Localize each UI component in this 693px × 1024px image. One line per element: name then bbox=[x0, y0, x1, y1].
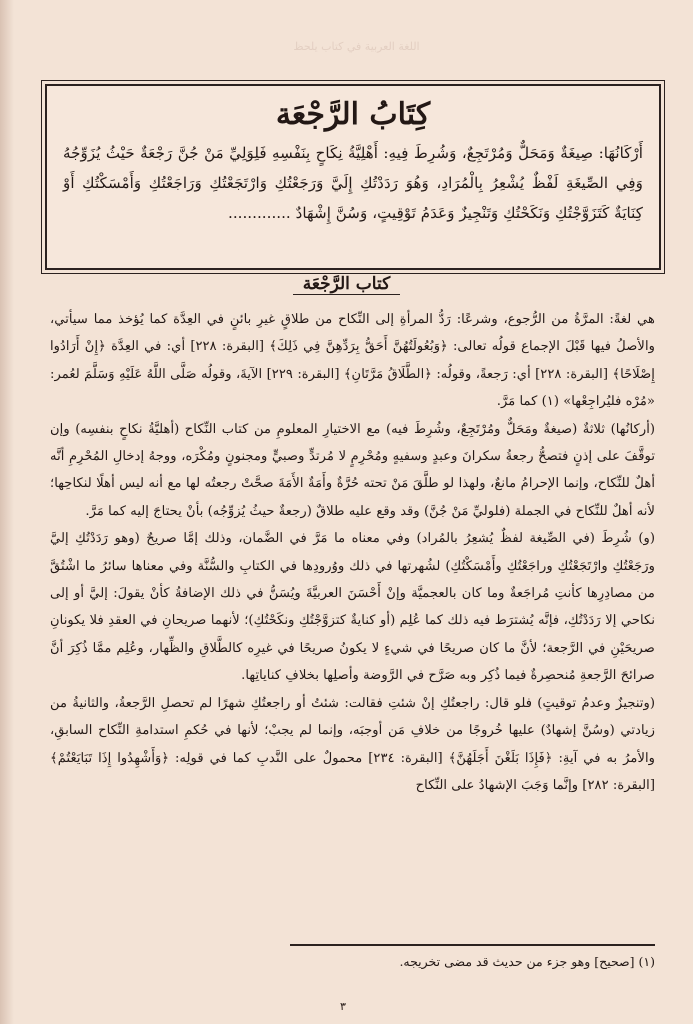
footnote: (١) [صحيح] وهو جزء من حديث قد مضى تخريجه. bbox=[399, 954, 655, 969]
paragraph: (و) شُرِطَ (في الصِّيغة لفظٌ يُشعِرُ بالمُراد) وفي معناه ما مَرَّ في الضَّمان، وذلك إمَّا صريحٌ (وهو رَدَدْتُكِ إليَّ ورَجَعْتُكِ وارْتَجَعْتُكِ وراجَعْتُكِ وأَمْسَكْتُكِ) لشُهرتها في ذلك ووُرودِها في الكتابِ والسُّنَّة وفي معناها سائرُ ما اشْتُقَّ من مصادِرِها كأنتِ مُراجَعةٌ وما كان بالعجميَّة وإنْ أَحْسَنَ العربيَّةَ ويُسَنُّ في ذلك الإضافةُ كأنْ يقولَ: إليَّ أو إلى نكاحي إلا رَدَدْتُكِ، فإنَّه يُشترَط فيه ذلك كما عُلِم (أو كنايةٌ كتزوَّجْتُكِ ونكَحْتُكِ)؛ لأنهما صريحانِ في العقدِ فلا يكونانِ صريحَيْنِ في الرَّجعة؛ لأنَّ ما كان صريحًا في شيءٍ لا يكونُ صريحًا في غيرِه كالطَّلاقِ والظِّهار، وعُلِم ممَّا ذُكِرَ أنَّ صرائحَ الرَّجعةِ مُنحصِرةٌ فيما ذُكِر وبه صَرَّح في الرَّوضة وأصلِها بخلافِ كناياتِها. bbox=[50, 531, 655, 684]
bleed-through-header: اللغة العربية في كتاب يلحظ bbox=[293, 40, 420, 53]
section-heading-text: كتاب الرَّجْعَة bbox=[293, 274, 400, 295]
page-number: ٣ bbox=[340, 1000, 346, 1013]
matn-text: أَرْكَانُهَا: صِيغَةٌ وَمَحَلٌّ وَمُرْتَجِعٌ، وَشُرِطَ فِيهِ: أَهْلِيَّةُ نِكَاحٍ بِنَفْسِهِ فَلِوَلِيِّ مَنْ جُنَّ رَجْعَةٌ حَيْثُ يُزَوِّجُهُ وَفِي الصِّيغَةِ لَفْظٌ يُشْعِرُ بِالْمُرَادِ، وَهُوَ رَدَدْتُكِ إِلَيَّ وَرَجَعْتُكِ وَارْتَجَعْتُكِ وَرَاجَعْتُكِ وَأَمْسَكْتُكِ أَوْ كِنَايَةٌ كَتَزَوَّجْتُكِ وَنَكَحْتُكِ وَتَنْجِيزٌ وَعَدَمُ تَوْقِيتٍ، وَسُنَّ إِشْهَادٌ ............. bbox=[63, 144, 643, 222]
section-heading bbox=[0, 274, 693, 294]
paragraph: هي لغةً: المرَّةُ من الرُّجوع، وشرعًا: رَدُّ المرأةِ إلى النِّكاح من طلاقٍ غيرِ بائنٍ في العِدَّة كما يُؤخذ مما سيأتي، والأصلُ فيها قَبْلَ الإجماع قولُه تعالى: ﴿وَبُعُولَتُهُنَّ أَحَقُّ بِرَدِّهِنَّ فِي ذَلِكَ﴾ [البقرة: ٢٢٨] أي: في العِدَّة ﴿إِنْ أَرَادُوا إِصْلَاحًا﴾ [البقرة: ٢٢٨] أي: رَجعةً، وقولُه: ﴿الطَّلَاقُ مَرَّتَانِ﴾ [البقرة: ٢٢٩] الآيةَ، وقولُه صَلَّى اللَّهُ عَلَيْهِ وَسَلَّمَ لعُمر: «مُرْه فليُراجِعْها» (١) كما مَرَّ. bbox=[50, 312, 655, 410]
matn-frame bbox=[45, 84, 661, 270]
chapter-title: كِتَابُ الرَّجْعَة bbox=[275, 97, 431, 132]
footnote-divider bbox=[290, 944, 655, 946]
page-edge-shadow bbox=[0, 0, 14, 1024]
paragraph: (أركانُها) ثلاثةٌ (صيغةٌ ومَحَلٌّ ومُرْتَجِعٌ، وشُرِطَ فيه) مع الاختيارِ المعلومِ من كتاب النِّكاح (أهليَّةُ نكاحٍ بنفسِه) وإن توقَّفَ على إذنٍ فتصحُّ رجعةُ سكرانَ وعبدٍ وسفيهٍ ومُحْرِمٍ لا مُرتدٍّ وصبيٍّ ومجنونٍ ومُكْرَه، ووجهُ إدخالِ المُحْرِمِ أنَّه أهلٌ للنِّكاح، وإنما الإحرامُ مانعٌ، ولهذا لو طلَّقَ مَنْ تحته حُرَّةٌ وأَمَةٌ الأَمَةَ صحَّتْ رجعتُه لها مع أنه ليس أهلًا لنكاحِها؛ لأنه أهلٌ للنِّكاح في الجملة (فلوليِّ مَنْ جُنَّ) وقد وقع عليه طلاقٌ (رجعةٌ حيثُ يُزوِّجُه) بأنْ يحتاجَ إليه كما مَرَّ. bbox=[50, 421, 655, 519]
paragraph: (وتنجيزٌ وعدمُ توقيتٍ) فلو قال: راجعتُكِ إنْ شئتِ فقالت: شئتُ أو راجعتُكِ شهرًا لم تحصلِ الرَّجعةُ، والثانيةُ من زيادتي (وسُنَّ إشهادٌ) عليها خُروجًا من خلافِ مَن أوجبَه، وإنما لم يجبْ؛ لأنها في حُكمِ استدامةِ النِّكاح السابقِ، والأمرُ به في آيةِ: ﴿فَإِذَا بَلَغْنَ أَجَلَهُنَّ﴾ [البقرة: ٢٣٤] محمولٌ على النَّدبِ كما في قولِه: ﴿وَأَشْهِدُوا إِذَا تَبَايَعْتُمْ﴾ [البقرة: ٢٨٢] وإنَّما وَجَبَ الإشهادُ على النِّكاح bbox=[50, 695, 655, 793]
commentary-body bbox=[50, 306, 655, 799]
